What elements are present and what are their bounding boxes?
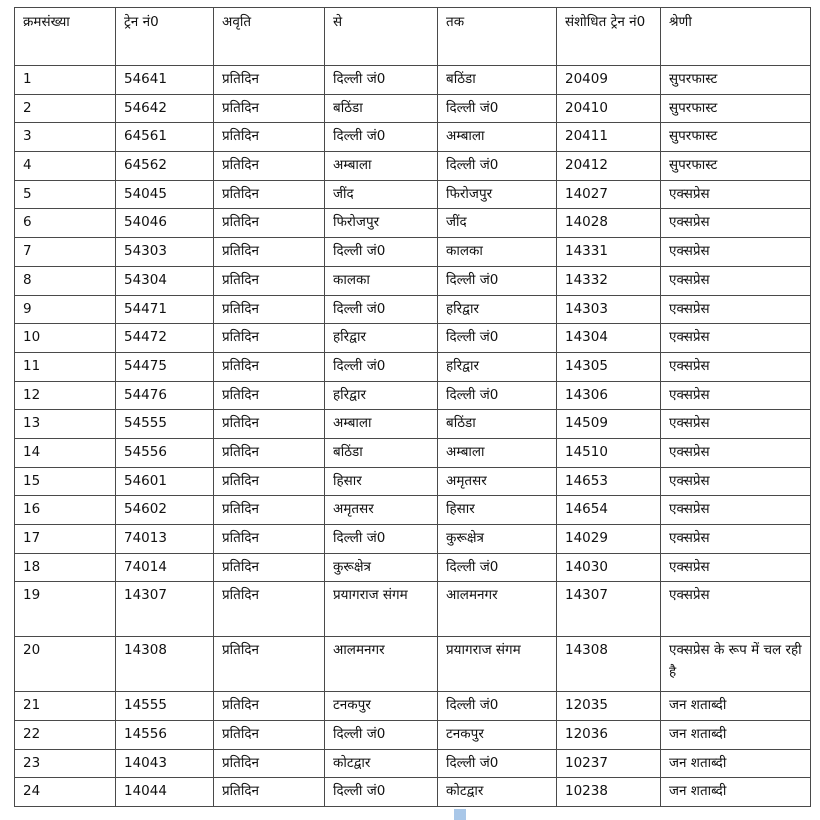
table-row: [15, 381, 811, 410]
table-cell: अम्बाला: [438, 123, 557, 152]
table-cell: कुरूक्षेत्र: [325, 553, 438, 582]
table-cell: 54641: [116, 66, 214, 95]
table-cell: जींद: [325, 180, 438, 209]
table-cell: दिल्ली जं0: [438, 749, 557, 778]
table-cell: दिल्ली जं0: [438, 553, 557, 582]
table-cell: 2: [15, 94, 116, 123]
table-cell: 14043: [116, 749, 214, 778]
table-cell: आलमनगर: [438, 582, 557, 637]
table-cell: प्रतिदिन: [214, 467, 325, 496]
table-cell: 20411: [557, 123, 661, 152]
table-cell: बठिंडा: [438, 410, 557, 439]
table-cell: 3: [15, 123, 116, 152]
table-cell: प्रतिदिन: [214, 352, 325, 381]
table-cell: प्रतिदिन: [214, 637, 325, 692]
table-cell: 14653: [557, 467, 661, 496]
table-cell: एक्सप्रेस: [661, 381, 811, 410]
table-cell: प्रतिदिन: [214, 209, 325, 238]
table-row: [15, 266, 811, 295]
table-row: [15, 749, 811, 778]
table-cell: हरिद्वार: [438, 352, 557, 381]
table-cell: 23: [15, 749, 116, 778]
table-cell: प्रतिदिन: [214, 266, 325, 295]
table-cell: दिल्ली जं0: [325, 525, 438, 554]
table-cell: दिल्ली जं0: [325, 295, 438, 324]
table-cell: प्रतिदिन: [214, 180, 325, 209]
table-cell: प्रतिदिन: [214, 324, 325, 353]
table-cell: प्रतिदिन: [214, 692, 325, 721]
table-cell: 14306: [557, 381, 661, 410]
table-row: [15, 94, 811, 123]
table-cell: 14303: [557, 295, 661, 324]
table-row: [15, 152, 811, 181]
table-row: [15, 352, 811, 381]
table-cell: 54303: [116, 238, 214, 267]
table-cell: 17: [15, 525, 116, 554]
table-cell: टनकपुर: [325, 692, 438, 721]
table-cell: 14510: [557, 438, 661, 467]
table-cell: एक्सप्रेस: [661, 209, 811, 238]
header-cell: तक: [438, 8, 557, 66]
table-cell: एक्सप्रेस: [661, 553, 811, 582]
table-row: [15, 180, 811, 209]
table-cell: 20412: [557, 152, 661, 181]
table-cell: आलमनगर: [325, 637, 438, 692]
table-cell: एक्सप्रेस: [661, 295, 811, 324]
table-row: [15, 582, 811, 637]
table-cell: 12: [15, 381, 116, 410]
header-cell: से: [325, 8, 438, 66]
table-cell: प्रतिदिन: [214, 66, 325, 95]
table-cell: 10: [15, 324, 116, 353]
table-row: [15, 553, 811, 582]
header-cell: ट्रेन नं0: [116, 8, 214, 66]
table-cell: जन शताब्दी: [661, 778, 811, 807]
table-cell: 14029: [557, 525, 661, 554]
table-cell: प्रयागराज संगम: [325, 582, 438, 637]
table-cell: 54642: [116, 94, 214, 123]
table-cell: 74013: [116, 525, 214, 554]
table-cell: 14509: [557, 410, 661, 439]
table-cell: 14028: [557, 209, 661, 238]
table-cell: 14030: [557, 553, 661, 582]
table-cell: अम्बाला: [325, 152, 438, 181]
table-cell: दिल्ली जं0: [438, 152, 557, 181]
table-cell: 54475: [116, 352, 214, 381]
table-cell: दिल्ली जं0: [325, 66, 438, 95]
table-cell: प्रतिदिन: [214, 749, 325, 778]
table-cell: 54556: [116, 438, 214, 467]
table-row: [15, 410, 811, 439]
table-cell: हरिद्वार: [438, 295, 557, 324]
table-cell: एक्सप्रेस: [661, 582, 811, 637]
table-row: [15, 721, 811, 750]
table-body: [15, 66, 811, 807]
table-cell: 14: [15, 438, 116, 467]
table-cell: दिल्ली जं0: [438, 381, 557, 410]
table-cell: एक्सप्रेस: [661, 496, 811, 525]
table-cell: एक्सप्रेस: [661, 410, 811, 439]
table-cell: कोटद्वार: [325, 749, 438, 778]
table-cell: 14555: [116, 692, 214, 721]
table-cell: दिल्ली जं0: [325, 352, 438, 381]
table-cell: प्रतिदिन: [214, 381, 325, 410]
table-cell: जन शताब्दी: [661, 692, 811, 721]
table-cell: 24: [15, 778, 116, 807]
table-cell: 18: [15, 553, 116, 582]
table-cell: 8: [15, 266, 116, 295]
table-cell: 20410: [557, 94, 661, 123]
table-cell: प्रतिदिन: [214, 582, 325, 637]
table-cell: फिरोजपुर: [438, 180, 557, 209]
table-cell: फिरोजपुर: [325, 209, 438, 238]
table-cell: टनकपुर: [438, 721, 557, 750]
header-cell: अवृति: [214, 8, 325, 66]
table-cell: एक्सप्रेस: [661, 324, 811, 353]
table-cell: अम्बाला: [325, 410, 438, 439]
table-cell: बठिंडा: [325, 94, 438, 123]
table-cell: जींद: [438, 209, 557, 238]
table-cell: 20409: [557, 66, 661, 95]
table-cell: एक्सप्रेस: [661, 180, 811, 209]
table-row: [15, 238, 811, 267]
table-cell: सुपरफास्ट: [661, 94, 811, 123]
table-cell: 14308: [557, 637, 661, 692]
table-cell: प्रतिदिन: [214, 152, 325, 181]
table-row: [15, 778, 811, 807]
table-row: [15, 123, 811, 152]
table-cell: हिसार: [325, 467, 438, 496]
table-cell: 13: [15, 410, 116, 439]
table-cell: दिल्ली जं0: [325, 721, 438, 750]
table-cell: प्रतिदिन: [214, 525, 325, 554]
table-cell: अमृतसर: [325, 496, 438, 525]
table-cell: जन शताब्दी: [661, 721, 811, 750]
table-cell: प्रतिदिन: [214, 123, 325, 152]
table-cell: बठिंडा: [325, 438, 438, 467]
table-cell: एक्सप्रेस: [661, 467, 811, 496]
table-cell: 74014: [116, 553, 214, 582]
table-cell: प्रतिदिन: [214, 94, 325, 123]
table-cell: 14305: [557, 352, 661, 381]
table-cell: प्रतिदिन: [214, 438, 325, 467]
table-cell: 14654: [557, 496, 661, 525]
table-cell: हिसार: [438, 496, 557, 525]
table-cell: 14304: [557, 324, 661, 353]
table-cell: एक्सप्रेस: [661, 438, 811, 467]
table-cell: 54046: [116, 209, 214, 238]
table-cell: दिल्ली जं0: [438, 266, 557, 295]
table-cell: कुरूक्षेत्र: [438, 525, 557, 554]
table-cell: हरिद्वार: [325, 381, 438, 410]
table-cell: 14556: [116, 721, 214, 750]
table-cell: दिल्ली जं0: [438, 94, 557, 123]
table-cell: 14027: [557, 180, 661, 209]
header-cell: क्रमसंख्या: [15, 8, 116, 66]
table-cell: एक्सप्रेस: [661, 352, 811, 381]
table-cell: हरिद्वार: [325, 324, 438, 353]
table-cell: 22: [15, 721, 116, 750]
table-cell: एक्सप्रेस: [661, 266, 811, 295]
table-cell: 19: [15, 582, 116, 637]
table-cell: दिल्ली जं0: [438, 692, 557, 721]
cropped-text-line: [14, 0, 810, 6]
table-cell: प्रतिदिन: [214, 553, 325, 582]
header-cell: संशोधित ट्रेन नं0: [557, 8, 661, 66]
table-cell: 14307: [116, 582, 214, 637]
table-cell: प्रतिदिन: [214, 496, 325, 525]
table-cell: 54045: [116, 180, 214, 209]
table-cell: 21: [15, 692, 116, 721]
table-row: [15, 209, 811, 238]
table-cell: 4: [15, 152, 116, 181]
table-cell: 64562: [116, 152, 214, 181]
table-cell: अम्बाला: [438, 438, 557, 467]
table-row: [15, 467, 811, 496]
table-cell: 14331: [557, 238, 661, 267]
table-cell: सुपरफास्ट: [661, 66, 811, 95]
table-row: [15, 324, 811, 353]
table-cell: 14308: [116, 637, 214, 692]
table-cell: सुपरफास्ट: [661, 123, 811, 152]
table-cell: दिल्ली जं0: [325, 123, 438, 152]
table-cell: 5: [15, 180, 116, 209]
table-cell: कालका: [325, 266, 438, 295]
table-cell: दिल्ली जं0: [438, 324, 557, 353]
table-row: [15, 66, 811, 95]
table-cell: 10237: [557, 749, 661, 778]
table-cell: अमृतसर: [438, 467, 557, 496]
table-row: [15, 295, 811, 324]
table-cell: कोटद्वार: [438, 778, 557, 807]
table-cell: प्रतिदिन: [214, 295, 325, 324]
table-header: [15, 8, 811, 66]
table-cell: 54602: [116, 496, 214, 525]
table-cell: सुपरफास्ट: [661, 152, 811, 181]
table-cell: एक्सप्रेस के रूप में चल रही है: [661, 637, 811, 692]
table-cell: दिल्ली जं0: [325, 778, 438, 807]
table-row: [15, 496, 811, 525]
table-cell: कालका: [438, 238, 557, 267]
table-cell: 12035: [557, 692, 661, 721]
table-cell: 1: [15, 66, 116, 95]
table-cell: प्रतिदिन: [214, 721, 325, 750]
table-cell: बठिंडा: [438, 66, 557, 95]
header-cell: श्रेणी: [661, 8, 811, 66]
table-row: [15, 692, 811, 721]
table-cell: प्रतिदिन: [214, 410, 325, 439]
table-cell: प्रतिदिन: [214, 778, 325, 807]
table-cell: 7: [15, 238, 116, 267]
table-cell: 54476: [116, 381, 214, 410]
table-row: [15, 525, 811, 554]
train-table: [14, 7, 811, 807]
table-cell: जन शताब्दी: [661, 749, 811, 778]
table-cell: 6: [15, 209, 116, 238]
table-cell: 14332: [557, 266, 661, 295]
table-row: [15, 637, 811, 692]
table-cell: 11: [15, 352, 116, 381]
table-row: [15, 438, 811, 467]
scroll-marker: [454, 809, 466, 820]
table-cell: प्रतिदिन: [214, 238, 325, 267]
table-cell: 54601: [116, 467, 214, 496]
table-cell: 12036: [557, 721, 661, 750]
table-cell: 16: [15, 496, 116, 525]
table-cell: एक्सप्रेस: [661, 238, 811, 267]
table-cell: 10238: [557, 778, 661, 807]
table-cell: 54472: [116, 324, 214, 353]
table-cell: 20: [15, 637, 116, 692]
table-cell: दिल्ली जं0: [325, 238, 438, 267]
table-cell: 15: [15, 467, 116, 496]
table-cell: 54555: [116, 410, 214, 439]
table-cell: 14307: [557, 582, 661, 637]
table-cell: एक्सप्रेस: [661, 525, 811, 554]
table-cell: 64561: [116, 123, 214, 152]
table-cell: 54304: [116, 266, 214, 295]
table-cell: 9: [15, 295, 116, 324]
table-cell: प्रयागराज संगम: [438, 637, 557, 692]
table-cell: 54471: [116, 295, 214, 324]
table-cell: 14044: [116, 778, 214, 807]
